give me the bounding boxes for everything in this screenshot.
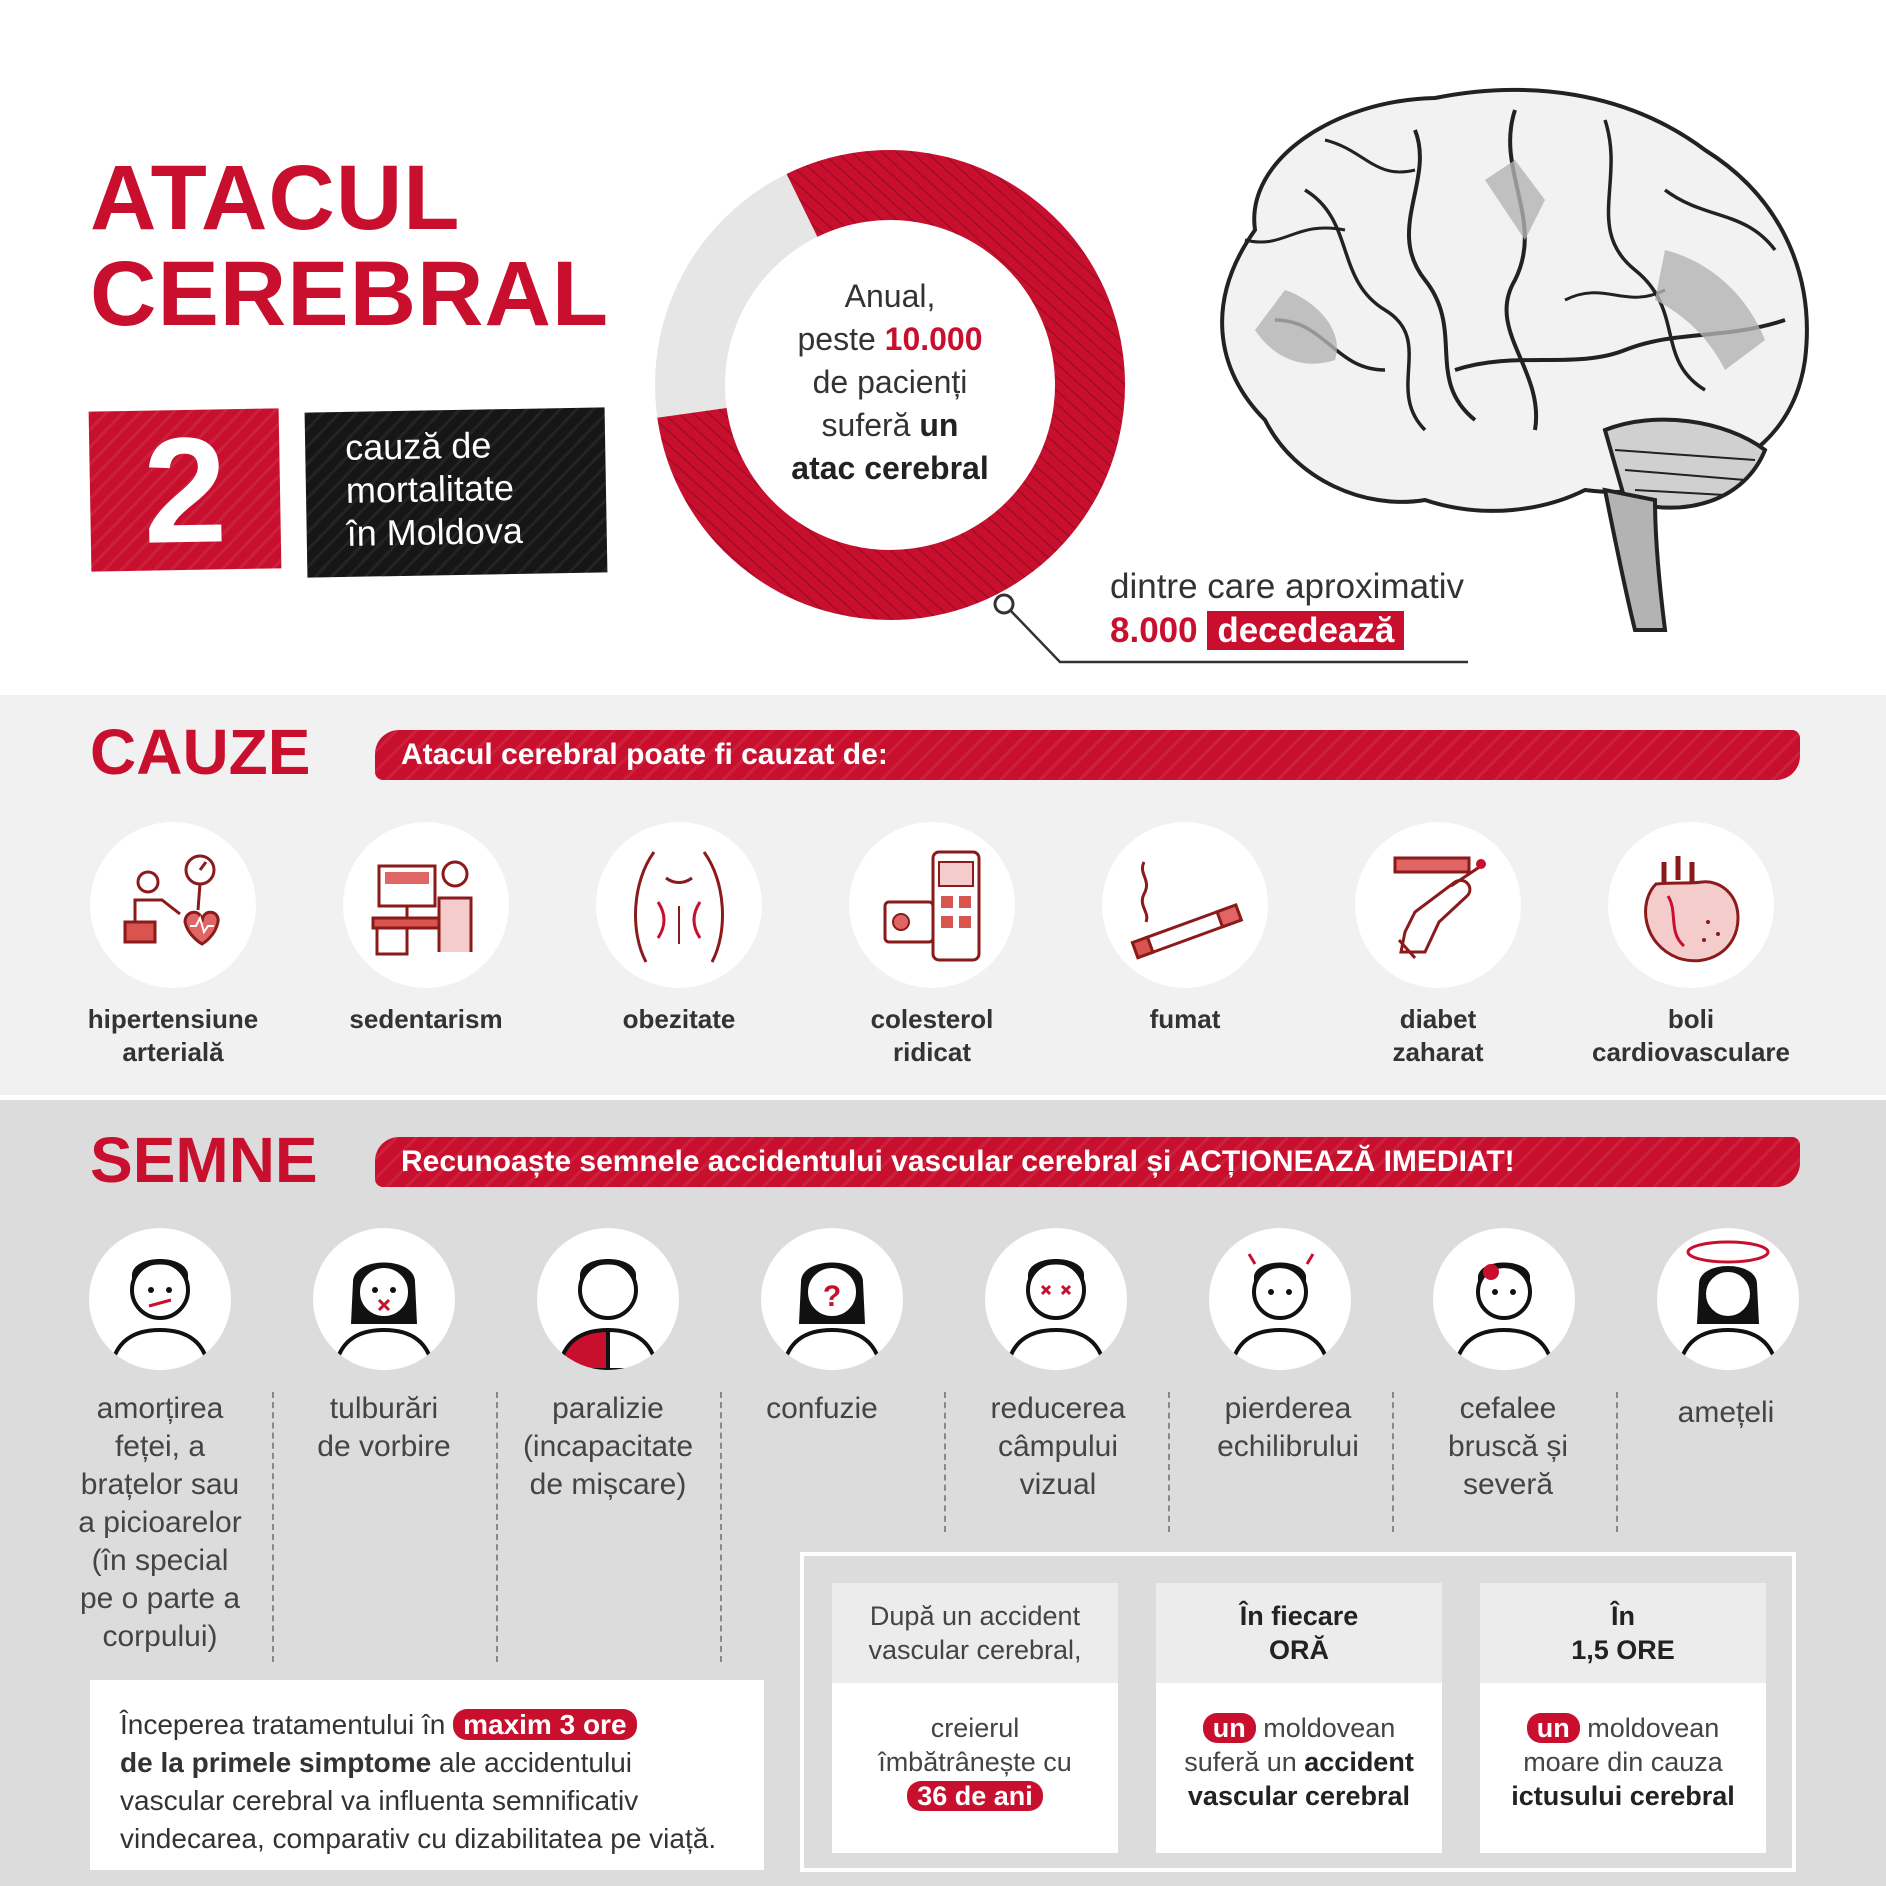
sign-label-line: corpului) [102,1620,218,1653]
rank-number: 2 [141,405,229,575]
cause-circle [596,822,762,988]
stat-bot-line: moldovean [1255,1713,1396,1743]
sign-divider [720,1392,722,1662]
svg-text:?: ? [822,1280,842,1313]
cause-circle [1102,822,1268,988]
deaths-line-1: dintre care aproximativ [1110,567,1465,606]
cause-label-line-2: ridicat [892,1037,972,1067]
sign-label-line: (în special [91,1544,229,1577]
patients-count: 10.000 [884,321,983,357]
ring-line-1: Anual, [844,278,936,314]
treatment-note [90,1680,764,1870]
ring-line-2-a: peste [797,321,885,357]
rank-line-1: cauză de [344,424,492,468]
sign-label [284,1390,484,1466]
sign-label-line: câmpului [997,1430,1119,1463]
ring-line-4-b: un [919,407,959,443]
stat-card-bottom [1156,1683,1442,1853]
stat-bot-bold: accident [1304,1747,1414,1777]
stat-top-line: După un accident [869,1601,1081,1631]
treatment-text-a: Începerea tratamentului în [120,1709,454,1740]
sign-circle [537,1228,679,1370]
sign-label-line: amețeli [1677,1396,1775,1429]
deaths-count: 8.000 [1110,611,1198,650]
stat-pill: un [1527,1713,1580,1743]
cause-label [817,1003,1047,1069]
cause-label-line-1: hipertensiune [87,1004,259,1034]
sign-divider [496,1392,498,1662]
headache-icon [1433,1228,1575,1370]
cause-label [1576,1003,1806,1069]
sign-label-line: tulburări [329,1392,439,1425]
sign-divider [944,1392,946,1532]
sign-divider [272,1392,274,1662]
treatment-bold: de la primele simptome [120,1747,432,1778]
page-title [90,147,610,345]
cause-label-line-1: fumat [1149,1004,1221,1034]
sign-divider [1168,1392,1170,1532]
sign-label [1408,1390,1608,1504]
stat-card-bottom [1480,1683,1766,1853]
heart-organ-icon [1608,822,1774,988]
dizziness-icon [1657,1228,1799,1370]
desk-worker-icon [343,822,509,988]
ring-line-3: de pacienți [812,364,968,400]
treatment-pill: maxim 3 ore [453,1709,636,1740]
cause-label [58,1003,288,1069]
confusion-icon [761,1228,903,1370]
sign-circle [89,1228,231,1370]
vision-loss-icon [985,1228,1127,1370]
ring-line-4-a: suferă [821,407,920,443]
stat-top-emphasis: 1,5 ORE [1571,1635,1675,1665]
cause-label-line-1: sedentarism [349,1004,503,1034]
sign-label-line: de mișcare) [529,1468,687,1501]
sign-label-line: echilibrului [1217,1430,1359,1463]
sign-label-line: pierderea [1224,1392,1352,1425]
treatment-text-b: ale accidentului vascular cerebral va influenta semnificativ vindecarea, comparativ cu dizabilitatea pe viață. [120,1747,717,1854]
sign-label-line: de vorbire [317,1430,451,1463]
stat-card-top [1480,1583,1766,1683]
cause-label [1070,1003,1300,1036]
sign-circle [1433,1228,1575,1370]
cholesterol-meter-icon [849,822,1015,988]
sign-divider [1616,1392,1618,1532]
sign-circle [761,1228,903,1370]
cause-label-line-1: diabet [1399,1004,1477,1034]
sign-label [1188,1390,1388,1466]
sign-label-line: feței, a [114,1430,206,1463]
stat-bot-line: moare din cauza [1523,1747,1723,1777]
rank-line-3: în Moldova [346,509,524,554]
cause-label-line-1: colesterol [870,1004,994,1034]
sign-label-line: pe o parte a [79,1582,241,1615]
cause-label [1323,1003,1553,1069]
blood-pressure-icon [90,822,256,988]
sign-label-line: bruscă și [1447,1430,1569,1463]
cigarette-icon [1102,822,1268,988]
obese-torso-icon [596,822,762,988]
rank-label [305,407,608,577]
ring-line-2 [730,318,1050,361]
stat-card [832,1583,1118,1853]
stat-top-emphasis: ORĂ [1269,1635,1329,1665]
sign-label-line: paralizie [552,1392,664,1425]
cause-label [564,1003,794,1036]
stat-bot-line: creierul [930,1713,1020,1743]
stat-pill: un [1203,1713,1256,1743]
stat-card [1156,1583,1442,1853]
sign-circle [313,1228,455,1370]
title-line-2: CEREBRAL [90,243,610,345]
stat-card [1480,1583,1766,1853]
cause-label-line-2: arterială [122,1037,224,1067]
numb-face-icon [89,1228,231,1370]
stat-top-line: vascular cerebral, [868,1635,1082,1665]
sign-label-line: (incapacitate [522,1430,694,1463]
cause-circle [90,822,256,988]
glucose-test-icon [1355,822,1521,988]
sign-label-line: cefalee [1459,1392,1557,1425]
sign-label-line: severă [1462,1468,1554,1501]
stat-bot-bold: ictusului cerebral [1511,1781,1735,1811]
causes-title: CAUZE [90,716,311,788]
cause-label [311,1003,541,1036]
stat-bot-bold: vascular cerebral [1187,1781,1411,1811]
cause-circle [1608,822,1774,988]
sign-label-line: amorțirea [96,1392,224,1425]
deaths-word: decedează [1207,611,1404,650]
stat-top-line: În fiecare [1239,1601,1359,1631]
stat-card-top [832,1583,1118,1683]
ring-line-5: atac cerebral [791,450,989,486]
rank-line-2: mortalitate [345,466,515,511]
sign-label [60,1390,260,1656]
sign-label [1626,1394,1826,1432]
sign-label [508,1390,708,1504]
signs-banner: Recunoaște semnele accidentului vascular cerebral și ACȚIONEAZĂ IMEDIAT! [375,1137,1800,1187]
stat-card-top [1156,1583,1442,1683]
cause-circle [343,822,509,988]
sign-circle [1209,1228,1351,1370]
cause-label-line-2: cardiovasculare [1591,1037,1790,1067]
ring-text [730,275,1050,490]
sign-label-line: vizual [1019,1468,1097,1501]
stat-bot-line: moldovean [1579,1713,1720,1743]
cause-circle [1355,822,1521,988]
cause-circle [849,822,1015,988]
stat-pill: 36 de ani [907,1781,1043,1811]
sign-label-line: a picioarelor [78,1506,242,1539]
sign-label [722,1390,922,1428]
cause-label-line-1: boli [1667,1004,1715,1034]
stat-card-bottom [832,1683,1118,1853]
speech-disorder-icon [313,1228,455,1370]
sign-label [958,1390,1158,1504]
sign-label-line: reducerea [990,1392,1126,1425]
rank-badge [89,405,282,575]
brain-illustration [1185,70,1825,650]
sign-label-line: confuzie [766,1392,878,1425]
stat-top-line: În [1611,1601,1635,1631]
sign-circle [1657,1228,1799,1370]
cause-label-line-1: obezitate [622,1004,736,1034]
signs-title: SEMNE [90,1124,318,1196]
sign-circle [985,1228,1127,1370]
stat-bot-line: îmbătrânește cu [878,1747,1072,1777]
ring-line-4 [730,404,1050,447]
paralysis-icon [537,1228,679,1370]
causes-banner: Atacul cerebral poate fi cauzat de: [375,730,1800,780]
stat-bot-line: suferă un [1184,1747,1305,1777]
balance-loss-icon [1209,1228,1351,1370]
sign-divider [1392,1392,1394,1532]
title-line-1: ATACUL [90,147,461,249]
sign-label-line: brațelor sau [80,1468,240,1501]
cause-label-line-2: zaharat [1392,1037,1484,1067]
